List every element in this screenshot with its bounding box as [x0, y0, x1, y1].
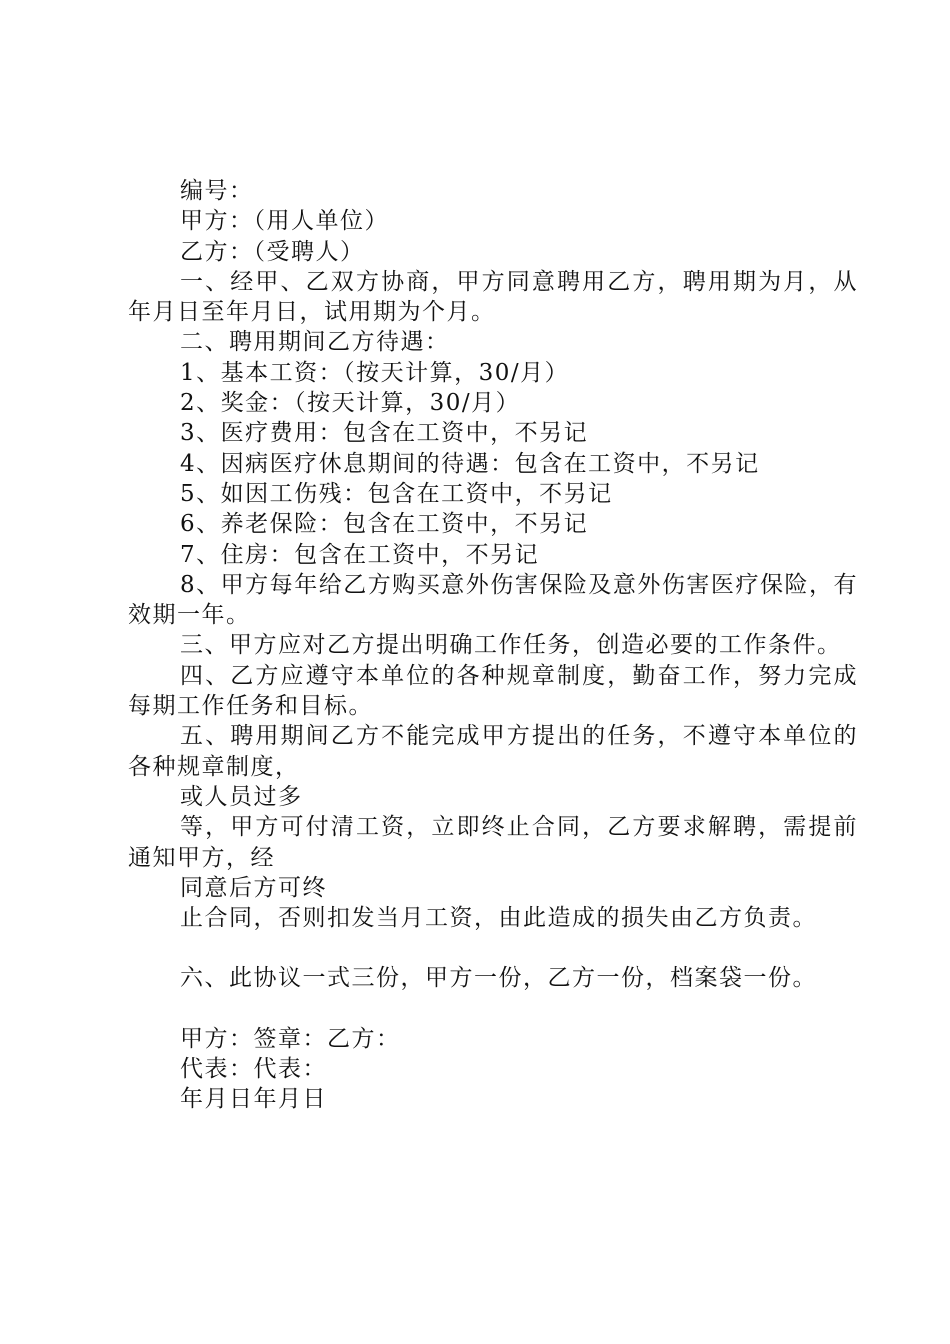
- party-a-line: 甲方：（用人单位）: [180, 208, 389, 235]
- clause-1: 一、经甲、乙双方协商，甲方同意聘用乙方，聘用期为月，从年月日至年月日，试用期为个月。: [128, 268, 858, 326]
- blank-line: [128, 994, 858, 1024]
- clause-3: 三、甲方应对乙方提出明确工作任务，创造必要的工作条件。: [180, 632, 842, 659]
- benefit-item-4: 4、因病医疗休息期间的待遇：包含在工资中，不另记: [180, 450, 760, 477]
- benefit-item-7: 7、住房：包含在工资中，不另记: [180, 541, 540, 568]
- clause-5-part-3: 等，甲方可付清工资，立即终止合同，乙方要求解聘，需提前通知甲方，经: [128, 814, 858, 871]
- party-b-line: 乙方：（受聘人）: [180, 238, 365, 265]
- benefit-item-2: 2、奖金：（按天计算，30/月）: [180, 390, 521, 417]
- benefit-item-3: 3、医疗费用：包含在工资中，不另记: [180, 420, 589, 447]
- clause-5-part-1: 五、聘用期间乙方不能完成甲方提出的任务，不遵守本单位的各种规章制度，: [128, 723, 858, 780]
- benefit-item-6: 6、养老保险：包含在工资中，不另记: [180, 511, 589, 538]
- contract-body: [128, 176, 858, 1115]
- representative-line: 代表：代表：: [180, 1056, 327, 1083]
- clause-6: 六、此协议一式三份，甲方一份，乙方一份，档案袋一份。: [180, 965, 817, 992]
- date-line: 年月日年月日: [180, 1086, 327, 1113]
- clause-5-part-5: 止合同，否则扣发当月工资，由此造成的损失由乙方负责。: [180, 905, 817, 932]
- signature-line: 甲方：签章：乙方：: [180, 1025, 401, 1052]
- clause-5-part-2: 或人员过多: [180, 783, 303, 810]
- benefit-item-5: 5、如因工伤残：包含在工资中，不另记: [180, 480, 613, 507]
- contract-number-line: 编号：: [180, 178, 254, 204]
- benefit-item-1: 1、基本工资：（按天计算，30/月）: [180, 359, 570, 386]
- blank-line: [128, 933, 858, 963]
- clause-5-part-4: 同意后方可终: [180, 874, 327, 901]
- benefit-item-8: 8、甲方每年给乙方购买意外伤害保险及意外伤害医疗保险，有效期一年。: [128, 571, 858, 629]
- clause-4: 四、乙方应遵守本单位的各种规章制度，勤奋工作，努力完成每期工作任务和目标。: [128, 662, 858, 720]
- clause-2-heading: 二、聘用期间乙方待遇：: [180, 329, 450, 356]
